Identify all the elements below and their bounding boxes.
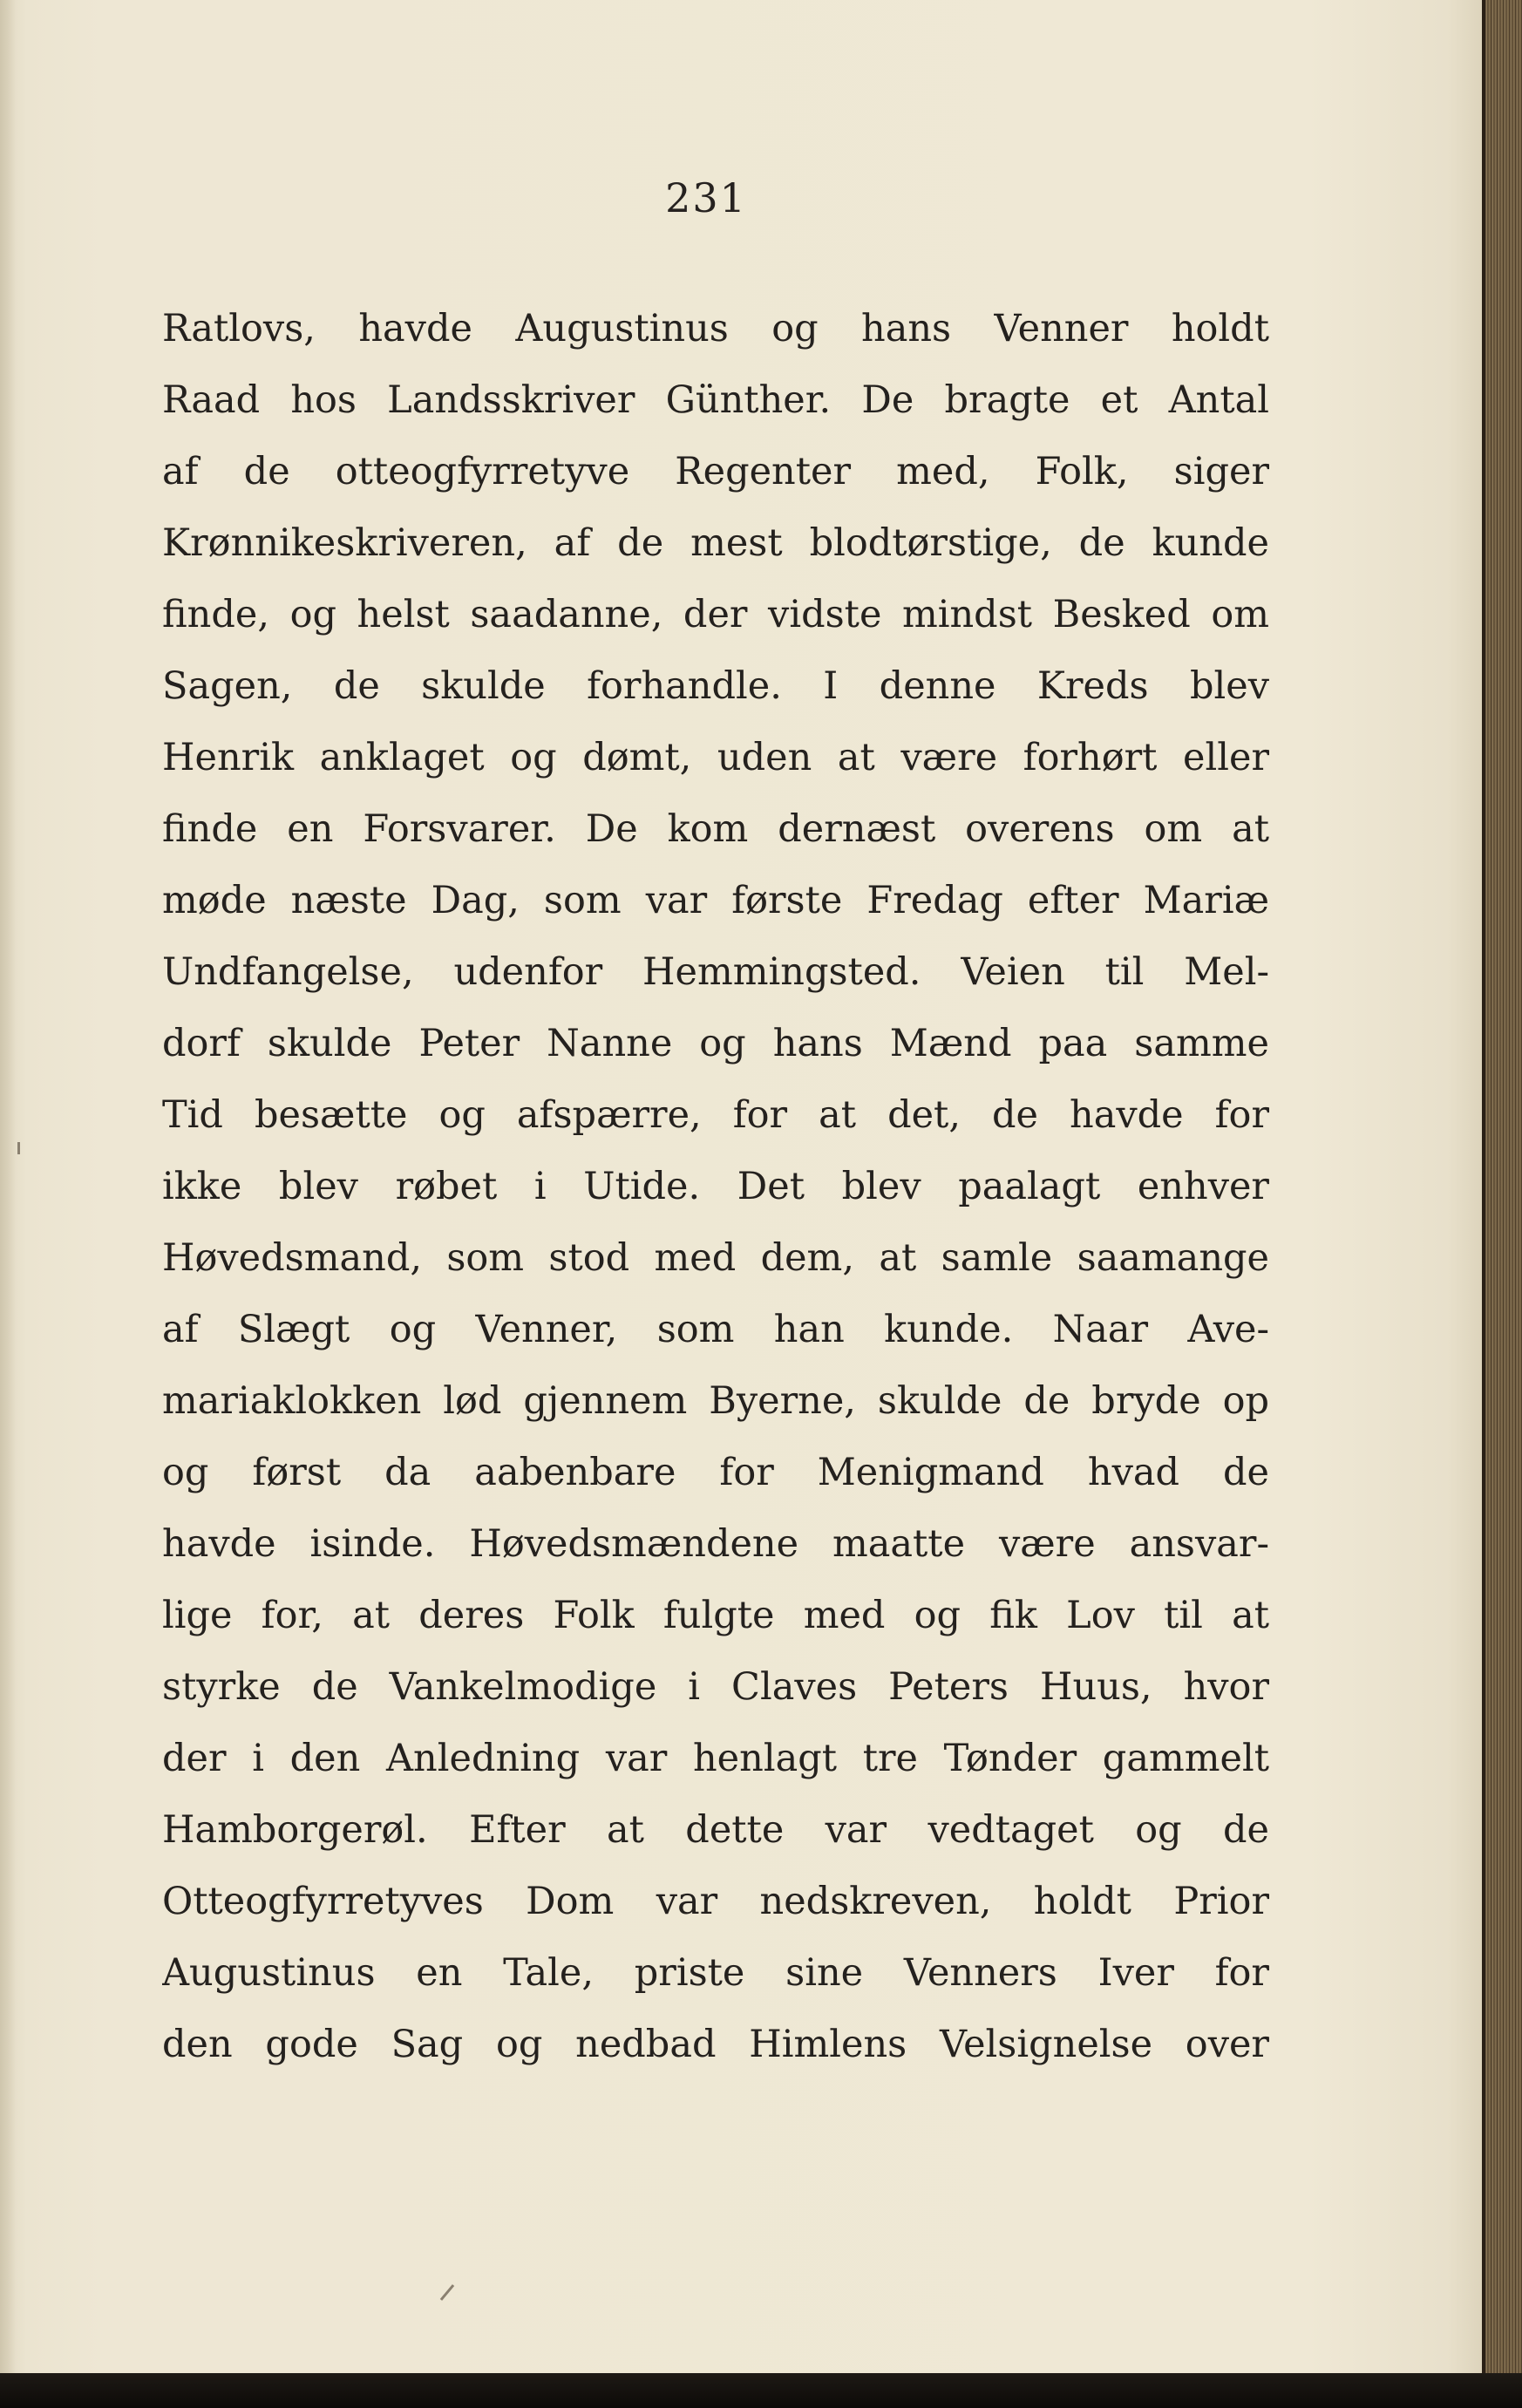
- book-page-edges: [1482, 0, 1522, 2373]
- margin-mark: [17, 1142, 20, 1154]
- text-line: Sagen, de skulde forhandle. I denne Kreds blev: [162, 664, 1269, 708]
- text-line: af Slægt og Venner, som han kunde. Naar Ave-: [162, 1308, 1269, 1351]
- text-line: og først da aabenbare for Menigmand hvad de: [162, 1451, 1269, 1494]
- text-line: finde, og helst saadanne, der vidste mindst Besked om: [162, 593, 1269, 636]
- text-line: lige for, at deres Folk fulgte med og fik Lov til at: [162, 1594, 1269, 1637]
- text-line: Hamborgerøl. Efter at dette var vedtaget og de: [162, 1808, 1269, 1852]
- body-text: [162, 293, 1269, 2080]
- text-line: Henrik anklaget og dømt, uden at være forhørt eller: [162, 736, 1269, 779]
- text-line: Raad hos Landsskriver Günther. De bragte et Antal: [162, 378, 1269, 422]
- text-line: finde en Forsvarer. De kom dernæst overens om at: [162, 807, 1269, 851]
- text-line: Otteogfyrretyves Dom var nedskreven, holdt Prior: [162, 1880, 1269, 1923]
- text-line: ikke blev røbet i Utide. Det blev paalagt enhver: [162, 1165, 1269, 1208]
- text-line: Augustinus en Tale, priste sine Venners Iver for: [162, 1951, 1269, 1995]
- text-line: mariaklokken lød gjennem Byerne, skulde de bryde op: [162, 1379, 1269, 1423]
- page-number: 231: [665, 174, 747, 221]
- text-line: Høvedsmand, som stod med dem, at samle saamange: [162, 1236, 1269, 1280]
- text-line: Tid besætte og afspærre, for at det, de havde for: [162, 1093, 1269, 1137]
- text-line: Krønnikeskriveren, af de mest blodtørstige, de kunde: [162, 521, 1269, 565]
- text-line: styrke de Vankelmodige i Claves Peters Huus, hvor: [162, 1665, 1269, 1709]
- text-line: møde næste Dag, som var første Fredag efter Mariæ: [162, 879, 1269, 922]
- text-line: Undfangelse, udenfor Hemmingsted. Veien til Mel-: [162, 950, 1269, 994]
- text-line: den gode Sag og nedbad Himlens Velsignelse over: [162, 2023, 1269, 2066]
- text-line: dorf skulde Peter Nanne og hans Mænd paa samme: [162, 1022, 1269, 1065]
- pencil-mark: [440, 2284, 454, 2301]
- scan-border: [0, 2373, 1522, 2408]
- text-line: der i den Anledning var henlagt tre Tønder gammelt: [162, 1737, 1269, 1780]
- text-line: havde isinde. Høvedsmændene maatte være ansvar-: [162, 1522, 1269, 1566]
- text-line: Ratlovs, havde Augustinus og hans Venner holdt: [162, 307, 1269, 350]
- text-line: af de otteogfyrretyve Regenter med, Folk, siger: [162, 450, 1269, 493]
